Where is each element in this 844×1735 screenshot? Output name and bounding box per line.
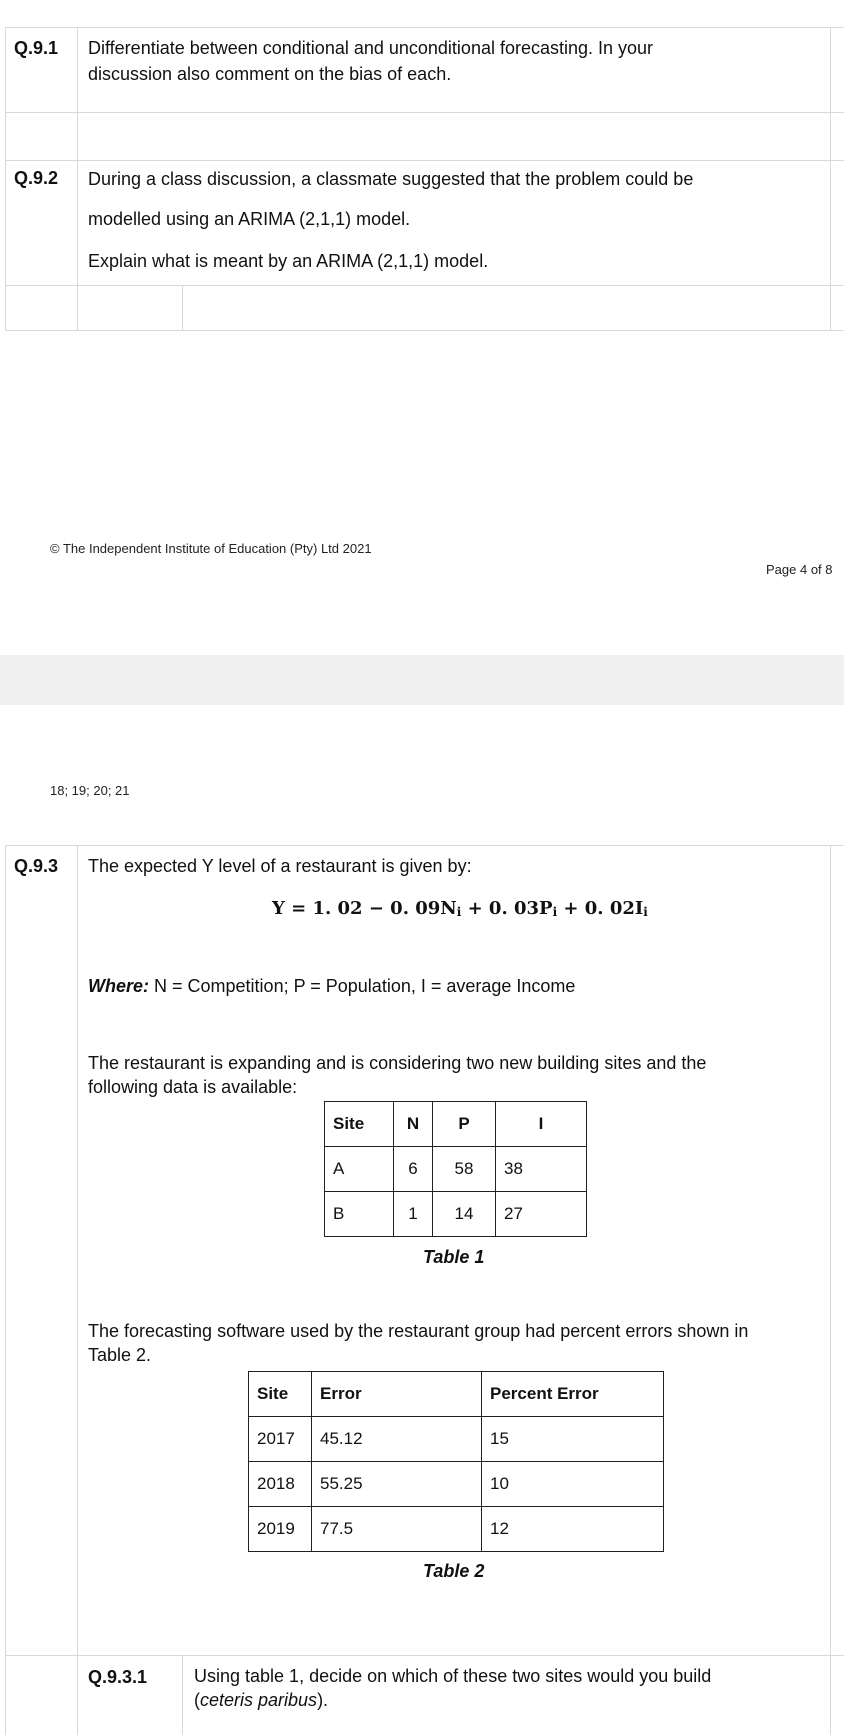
para2-line-1: The forecasting software used by the restaurant group had percent errors shown in bbox=[88, 1321, 749, 1341]
table1-caption: Table 1 bbox=[423, 1247, 485, 1267]
grid-line bbox=[182, 1655, 183, 1735]
table1-header-i: I bbox=[496, 1102, 587, 1147]
table-row bbox=[325, 1147, 587, 1192]
question-number-q91: Q.9.1 bbox=[14, 38, 59, 58]
table-1 bbox=[324, 1101, 587, 1237]
table1-cell: 14 bbox=[433, 1192, 496, 1237]
grid-line bbox=[5, 285, 844, 286]
grid-line bbox=[830, 845, 831, 1735]
table-2 bbox=[248, 1371, 664, 1552]
grid-line bbox=[5, 160, 844, 161]
grid-line bbox=[5, 845, 6, 1735]
table2-cell: 2019 bbox=[249, 1507, 312, 1552]
table1-cell: 1 bbox=[394, 1192, 433, 1237]
q931-ceteris-paribus: ceteris paribus bbox=[200, 1690, 318, 1710]
where-text: N = Competition; P = Population, I = average Income bbox=[149, 976, 576, 996]
grid-line bbox=[5, 1655, 844, 1656]
q93-intro: The expected Y level of a restaurant is given by: bbox=[88, 856, 472, 876]
table-row bbox=[249, 1507, 664, 1552]
formula-part-2: + 0. 03P bbox=[461, 898, 553, 919]
table2-header-error: Error bbox=[312, 1372, 482, 1417]
table2-cell: 15 bbox=[482, 1417, 664, 1462]
regression-formula bbox=[272, 898, 648, 919]
question-number-q93: Q.9.3 bbox=[14, 856, 59, 876]
grid-line bbox=[5, 845, 844, 846]
table1-cell: B bbox=[325, 1192, 394, 1237]
table-row bbox=[249, 1417, 664, 1462]
formula-part-3: + 0. 02I bbox=[557, 898, 644, 919]
table1-cell: 27 bbox=[496, 1192, 587, 1237]
grid-line bbox=[5, 27, 6, 330]
grid-line bbox=[830, 27, 831, 330]
table2-cell: 45.12 bbox=[312, 1417, 482, 1462]
header-note: 18; 19; 20; 21 bbox=[50, 783, 130, 798]
para1-line-1: The restaurant is expanding and is considering two new building sites and the bbox=[88, 1053, 707, 1073]
page-gap bbox=[0, 655, 844, 705]
table1-header-p: P bbox=[433, 1102, 496, 1147]
grid-line bbox=[77, 845, 78, 1735]
table1-cell: 58 bbox=[433, 1147, 496, 1192]
table2-cell: 10 bbox=[482, 1462, 664, 1507]
table2-cell: 12 bbox=[482, 1507, 664, 1552]
formula-part-1: Y = 1. 02 − 0. 09N bbox=[272, 898, 457, 919]
q931-line-2 bbox=[194, 1688, 328, 1712]
question-number-q92: Q.9.2 bbox=[14, 168, 59, 188]
question-number-q931: Q.9.3.1 bbox=[88, 1667, 148, 1687]
table2-cell: 55.25 bbox=[312, 1462, 482, 1507]
table2-cell: 2017 bbox=[249, 1417, 312, 1462]
where-line bbox=[88, 974, 575, 998]
table2-cell: 2018 bbox=[249, 1462, 312, 1507]
formula-subscript: i bbox=[552, 905, 558, 919]
grid-line bbox=[5, 27, 844, 28]
q91-line-2: discussion also comment on the bias of each. bbox=[88, 64, 452, 84]
q931-line-1: Using table 1, decide on which of these two sites would you build bbox=[194, 1666, 712, 1686]
para1-line-2: following data is available: bbox=[88, 1077, 298, 1097]
table-row bbox=[325, 1102, 587, 1147]
table1-header-n: N bbox=[394, 1102, 433, 1147]
grid-line bbox=[5, 112, 844, 113]
table1-cell: 38 bbox=[496, 1147, 587, 1192]
q931-paren-open: ( bbox=[194, 1690, 200, 1710]
formula-subscript: i bbox=[643, 905, 648, 919]
table1-header-site: Site bbox=[325, 1102, 394, 1147]
q92-line-2: modelled using an ARIMA (2,1,1) model. bbox=[88, 209, 411, 229]
formula-subscript: i bbox=[456, 905, 462, 919]
table-row bbox=[249, 1372, 664, 1417]
where-label: Where: bbox=[88, 976, 150, 996]
table1-cell: 6 bbox=[394, 1147, 433, 1192]
table2-header-percent-error: Percent Error bbox=[482, 1372, 664, 1417]
q92-line-3: Explain what is meant by an ARIMA (2,1,1) model. bbox=[88, 251, 489, 271]
grid-line bbox=[77, 27, 78, 330]
table-row bbox=[325, 1192, 587, 1237]
grid-line bbox=[5, 330, 844, 331]
grid-line bbox=[182, 285, 183, 330]
table2-cell: 77.5 bbox=[312, 1507, 482, 1552]
table2-caption: Table 2 bbox=[423, 1561, 485, 1581]
q91-line-1: Differentiate between conditional and unconditional forecasting. In your bbox=[88, 38, 654, 58]
para2-line-2: Table 2. bbox=[88, 1345, 152, 1365]
footer-page-number: Page 4 of 8 bbox=[766, 562, 833, 577]
table1-cell: A bbox=[325, 1147, 394, 1192]
table-row bbox=[249, 1462, 664, 1507]
page-5 bbox=[0, 705, 844, 1735]
q931-paren-close: ). bbox=[317, 1690, 329, 1710]
table2-header-site: Site bbox=[249, 1372, 312, 1417]
q92-line-1: During a class discussion, a classmate suggested that the problem could be bbox=[88, 169, 694, 189]
page-4 bbox=[0, 0, 844, 655]
footer-copyright: © The Independent Institute of Education (Pty) Ltd 2021 bbox=[50, 541, 372, 556]
